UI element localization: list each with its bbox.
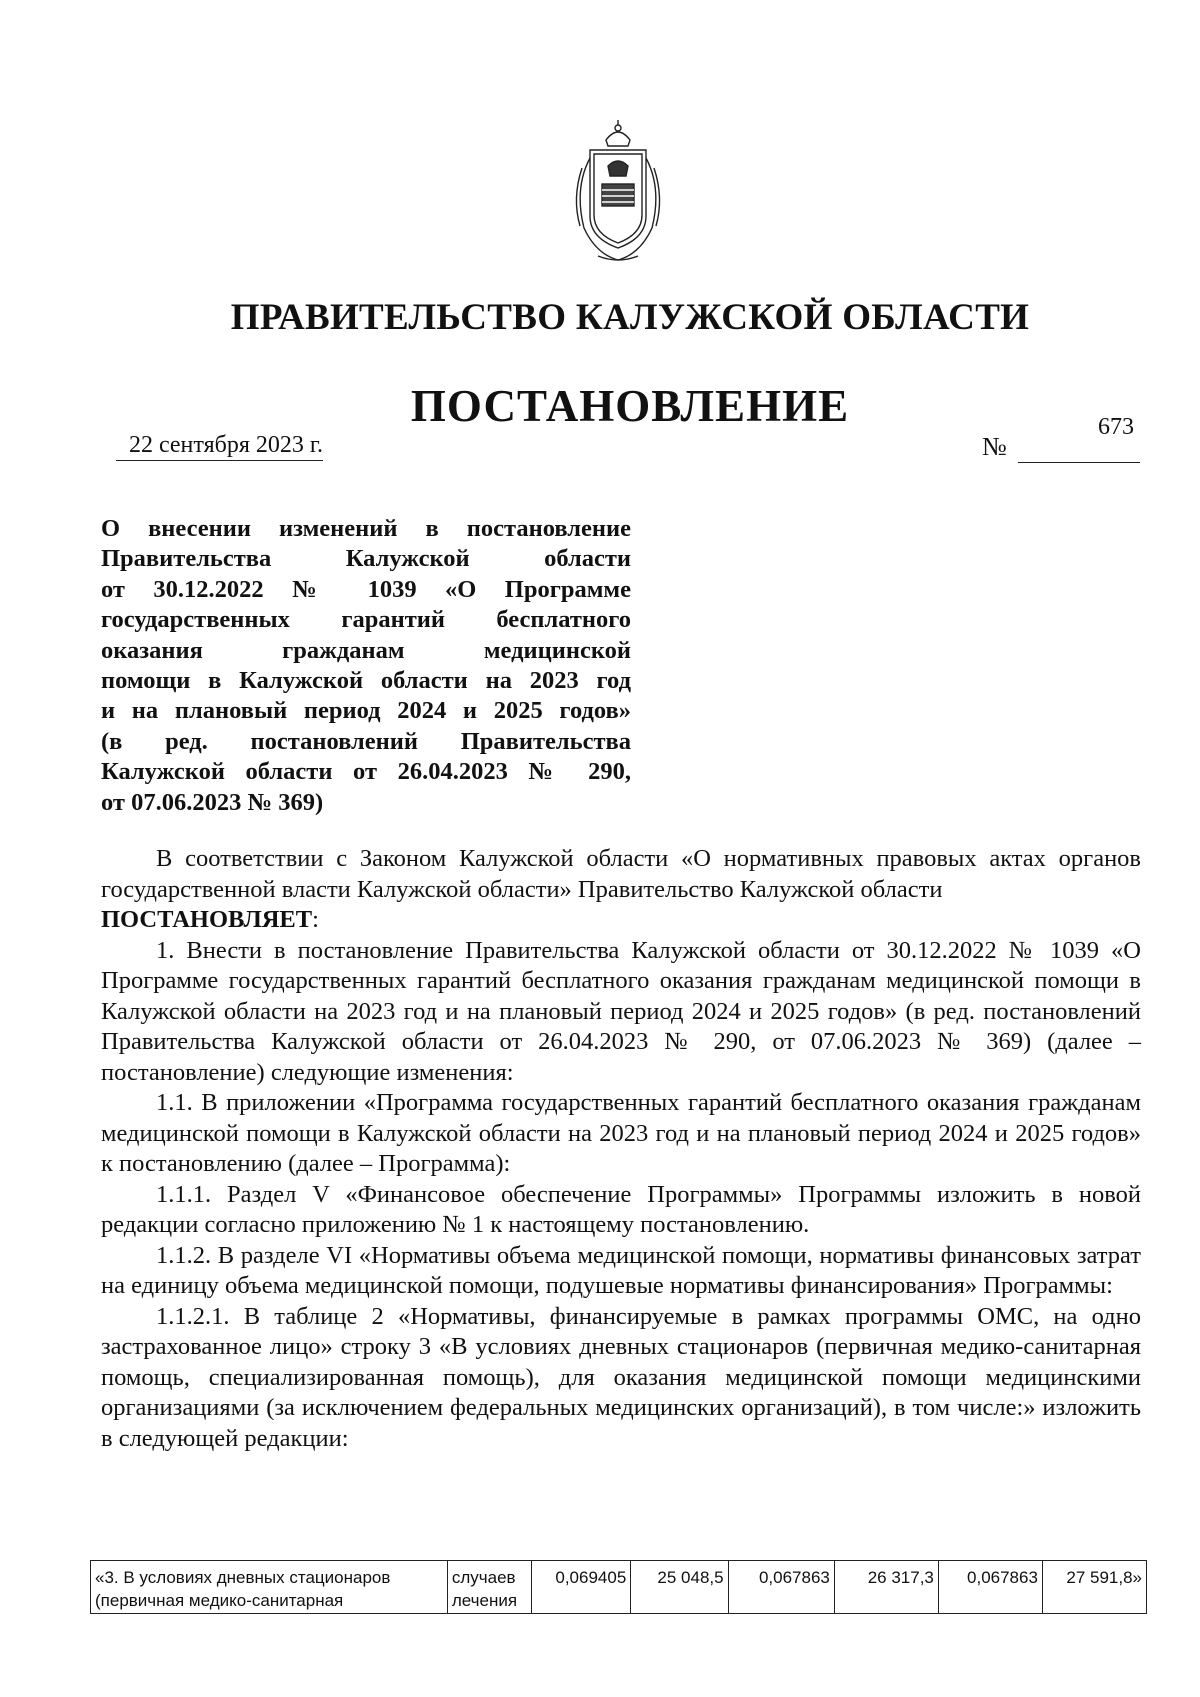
number-value: 673 bbox=[1098, 414, 1134, 440]
coat-of-arms-emblem bbox=[568, 118, 668, 266]
subject-line: Правительства Калужской области bbox=[101, 545, 631, 573]
document-body bbox=[101, 844, 1141, 1454]
document-number bbox=[982, 414, 1140, 464]
subject-line: оказания гражданам медицинской bbox=[101, 636, 631, 664]
paragraph-1-1-1: 1.1.1. Раздел V «Финансовое обеспечение Программы» Программы изложить в новой редакции согласно приложению № 1 к настоящему постановлению. bbox=[101, 1180, 1141, 1238]
value-cell: 0,067863 bbox=[938, 1561, 1042, 1614]
preamble-paragraph bbox=[101, 844, 1141, 905]
preamble-text: В соответствии с Законом Калужской области «О нормативных правовых актах органов государственной власти Калужской области» Правительство Калужской области bbox=[101, 845, 1141, 903]
subject-line: О внесении изменений в постановление bbox=[101, 515, 631, 542]
document-type-title: ПОСТАНОВЛЕНИЕ bbox=[410, 381, 850, 431]
value-cell: 26 317,3 bbox=[834, 1561, 938, 1614]
subject-line: государственных гарантий бесплатного bbox=[101, 606, 631, 634]
paragraph-1-1: 1.1. В приложении «Программа государственных гарантий бесплатного оказания гражданам медицинской помощи в Калужской области на 2023 год и на плановый период 2024 и 2025 годов» к постановлению (далее – Программа): bbox=[101, 1089, 1141, 1177]
subject-line: от 30.12.2022 № 1039 «О Программе bbox=[101, 575, 631, 603]
amended-table-row bbox=[90, 1560, 1147, 1614]
subject-line: помощи в Калужской области на 2023 год bbox=[101, 667, 631, 695]
decree-line bbox=[101, 905, 1141, 936]
subject-line: Калужской области от 26.04.2023 № 290, bbox=[101, 758, 631, 786]
subject-line: и на плановый период 2024 и 2025 годов» bbox=[101, 697, 631, 725]
row-label-cell: «3. В условиях дневных стационаров (первичная медико-санитарная bbox=[91, 1561, 448, 1614]
value-cell: 25 048,5 bbox=[631, 1561, 728, 1614]
paragraph-1-1-2: 1.1.2. В разделе VI «Нормативы объема медицинской помощи, нормативы финансовых затрат на единицу объема медицинской помощи, подушевые нормативы финансирования» Программы: bbox=[101, 1241, 1141, 1299]
subject-line: (в ред. постановлений Правительства bbox=[101, 727, 631, 755]
paragraph-1: 1. Внести в постановление Правительства Калужской области от 30.12.2022 № 1039 «О Программе государственных гарантий бесплатного оказания гражданам медицинской помощи в Калужской области на 2023 год и на плановый период 2024 и 2025 годов» (в ред. постановлений Правительства Калужской области от 26.04.2023 № 290, от 07.06.2023 № 369) (далее – постановление) следующие изменения: bbox=[101, 936, 1141, 1086]
government-name: ПРАВИТЕЛЬСТВО КАЛУЖСКОЙ ОБЛАСТИ bbox=[230, 297, 1030, 338]
value-cell: 0,069405 bbox=[531, 1561, 631, 1614]
unit-cell: случаев лечения bbox=[447, 1561, 531, 1614]
document-date: 22 сентября 2023 г. bbox=[116, 430, 323, 461]
decree-word: ПОСТАНОВЛЯЕТ bbox=[101, 906, 313, 933]
table-row bbox=[91, 1561, 1147, 1614]
value-cell: 0,067863 bbox=[728, 1561, 834, 1614]
value-cell: 27 591,8» bbox=[1042, 1561, 1146, 1614]
subject-line: от 07.06.2023 № 369) bbox=[101, 788, 324, 816]
number-sign: № bbox=[982, 432, 1007, 461]
decree-colon: : bbox=[312, 906, 319, 933]
number-underline bbox=[1018, 462, 1140, 463]
document-subject bbox=[101, 514, 631, 818]
paragraph-1-1-2-1: 1.1.2.1. В таблице 2 «Нормативы, финансируемые в рамках программы ОМС, на одно застрахованное лицо» строку 3 «В условиях дневных стационаров (первичная медико-санитарная помощь, специализированная помощь), для оказания медицинской помощи медицинскими организациями (за исключением федеральных медицинских организаций), в том числе:» изложить в следующей редакции: bbox=[101, 1302, 1141, 1452]
